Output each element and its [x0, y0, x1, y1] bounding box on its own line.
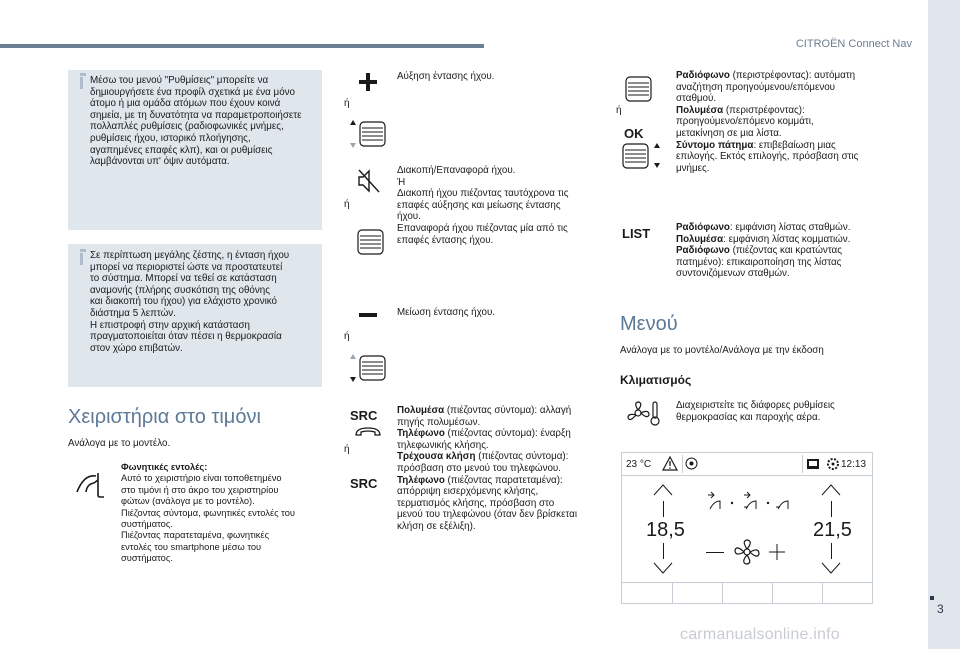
text-line: στο τιμόνι ή στο άκρο του χειριστηρίου: [121, 484, 279, 495]
src-text: [397, 405, 602, 533]
text-line: διάστημα 5 λεπτών.: [90, 307, 176, 319]
or-label: ή: [344, 331, 350, 342]
climate-screen: [621, 452, 873, 604]
text-line: Επαναφορά ήχου πιέζοντας μία από τις: [397, 222, 568, 234]
right-temperature: 21,5: [813, 519, 852, 541]
text-line: άτομο ή μια ομάδα ατόμων που έχουν κοινά: [90, 98, 281, 110]
location-icon: [685, 457, 698, 470]
text-line: επαφές έντασης ήχου.: [397, 234, 494, 246]
scroll-wheel-down-icon: [346, 353, 388, 383]
text-line: αναμονής (πλήρης συσκότιση της οθόνης: [90, 284, 270, 296]
clock: 12:13: [841, 459, 867, 470]
fan-increase-button[interactable]: [768, 543, 786, 561]
outside-temperature: 23 °C: [626, 459, 652, 470]
text-line: Διακοπή ήχου πιέζοντας ταυτόχρονα τις: [397, 188, 569, 200]
text-line: και διακοπή του ήχου) για ελάχιστο χρονικό: [90, 296, 278, 308]
text-line: πατημένο): επικαιροποίηση της λίστας: [676, 256, 842, 268]
text-line: Διαχειριστείτε τις διάφορες ρυθμίσεις: [676, 400, 835, 411]
climate-heading: Κλιματισμός: [620, 373, 692, 387]
text-line: Ραδιόφωνο: εμφάνιση λίστας σταθμών.: [676, 222, 851, 233]
scroll-wheel-press-icon: [354, 227, 386, 257]
text-line: ρυθμίσεις ήχου, ιστορικό πλοήγησης,: [90, 132, 251, 144]
list-text: [676, 222, 881, 280]
left-temperature: 18,5: [646, 519, 685, 541]
text-line: στον χώρο επιβατών.: [90, 342, 183, 354]
text-line: αγαπημένες επαφές κλπ), και οι ρυθμίσεις: [90, 144, 273, 156]
text-line: αναζήτηση προηγούμενου/επόμενου: [676, 81, 836, 93]
text-line: πηγής πολυμέσων.: [397, 416, 481, 428]
text-line: επαφές αύξησης και μείωσης έντασης: [397, 199, 561, 211]
text-line: πρόσβαση στο μενού του τηλεφώνου.: [397, 462, 562, 474]
media-icon: [806, 458, 820, 470]
text-line: εντολές του smartphone μέσω του: [121, 541, 262, 552]
text-line: μετακίνηση σε μια λίστα.: [676, 127, 782, 139]
left-temp-down-button[interactable]: [652, 561, 674, 575]
ok-text: [676, 70, 881, 174]
text-line: δημιουργήσετε ένα προφίλ σχετικά με ένα μόνο: [90, 86, 295, 98]
text-line: σημεία, με τη δυνατότητα να παραμετροποιήσετε: [90, 109, 302, 121]
text-line: σταθμού.: [676, 93, 717, 105]
or-label: ή: [344, 199, 350, 210]
text-line: Πιέζοντας παρατεταμένα, φωνητικές: [121, 530, 270, 541]
page-sidebar: [928, 0, 960, 649]
text-line: Η επιστροφή στην αρχική κατάσταση: [90, 319, 250, 331]
text-line: λαμβάνονται υπ' όψιν αυτόματα.: [90, 156, 230, 168]
climate-text: [676, 400, 876, 423]
text-line: Πολυμέσα: εμφάνιση λίστας κομματιών.: [676, 233, 851, 245]
text-line: μνήμες.: [676, 162, 710, 174]
menu-heading: Μενού: [620, 313, 678, 335]
text-line: Σύντομο πάτημα: επιβεβαίωση μιας: [676, 139, 836, 151]
phone-icon: [354, 426, 382, 438]
scroll-wheel-updown-icon: [620, 142, 664, 170]
text-line: συντονιζόμενων σταθμών.: [676, 268, 790, 280]
volume-up-text: Αύξηση έντασης ήχου.: [397, 71, 495, 82]
text-line: Πιέζοντας σύντομα, φωνητικές εντολές του: [121, 507, 295, 518]
note-heat-text: [90, 250, 318, 354]
voice-commands-title: Φωνητικές εντολές: [121, 462, 205, 472]
text-line: τερματισμός κλήσης, πρόσβαση στο: [397, 497, 555, 509]
text-line: Τηλέφωνο (πιέζοντας σύντομα): έναρξη: [397, 428, 571, 440]
watermark: carmanualsonline.info: [680, 626, 840, 643]
status-bar: [622, 453, 872, 476]
right-temp-down-button[interactable]: [820, 561, 842, 575]
climate-icon: [625, 399, 661, 427]
text-line: Τηλέφωνο (πιέζοντας παρατεταμένα):: [397, 474, 563, 486]
steering-intro: Ανάλογα με το μοντέλο.: [68, 438, 171, 449]
text-line: πραγματοποιείται όταν πέσει η θερμοκρασία: [90, 331, 282, 343]
text-line: Πολυμέσα (περιστρέφοντας):: [676, 104, 805, 116]
text-line: Πολυμέσα (πιέζοντας σύντομα): αλλαγή: [397, 405, 572, 416]
or-label: ή: [616, 105, 622, 116]
text-line: Τρέχουσα κλήση (πιέζοντας σύντομα):: [397, 451, 569, 463]
settings-icon: [826, 457, 840, 471]
ok-key-label: OK: [624, 126, 644, 141]
text-line: Διακοπή/Επαναφορά ήχου.: [397, 165, 516, 176]
mute-text: [397, 165, 597, 246]
volume-down-text: Μείωση έντασης ήχου.: [397, 307, 496, 318]
voice-command-icon: [74, 470, 108, 498]
text-line: κλήση σε εξέλιξη).: [397, 520, 476, 532]
text-line: Μέσω του μενού "Ρυθμίσεις" μπορείτε να: [90, 75, 269, 86]
text-line: φώτων (ανάλογα με το μοντέλο).: [121, 496, 255, 507]
minus-icon: [358, 312, 378, 318]
header-title: CITROËN Connect Nav: [795, 38, 912, 50]
note-profiles-text: [90, 75, 318, 168]
text-line: Ραδιόφωνο (πιέζοντας και κρατώντας: [676, 245, 842, 257]
text-line: Αυτό το χειριστήριο είναι τοποθετημένο: [121, 473, 282, 484]
menu-intro: Ανάλογα με το μοντέλο/Ανάλογα με την έκδοση: [620, 345, 824, 356]
scroll-wheel-up-icon: [346, 119, 388, 149]
text-line: μπορεί να περιοριστεί ώστε να προστατευτεί: [90, 261, 283, 273]
text-line: ήχου.: [397, 211, 421, 223]
text-line: συστήματος.: [121, 519, 173, 530]
voice-commands-text: Φωνητικές εντολές: Αυτό το χειριστήριο είναι τοποθετημένο στο τιμόνι ή στο άκρο του χειριστηρίου φώτων (ανάλογα με το μοντέλο). Πιέζοντας σύντομα, φωνητικές εντολές του συστήματος. Πιέζοντας παρατεταμένα, φωνητικές εντολές του smartphone μέσω του συστήματος.: [121, 462, 321, 565]
text-line: απόρριψη εισερχόμενης κλήσης,: [397, 486, 539, 498]
text-line: Ραδιόφωνο (περιστρέφοντας): αυτόματη: [676, 70, 856, 81]
text-line: Ή: [397, 176, 406, 188]
left-temp-up-button[interactable]: [652, 483, 674, 497]
header-rule: [0, 44, 484, 48]
info-note-heat: [68, 244, 322, 387]
text-line: το σύστημα. Μπορεί να τεθεί σε κατάσταση: [90, 273, 277, 285]
panel-bottom-bar: [622, 582, 872, 604]
src-key-label-2: SRC: [350, 476, 378, 491]
text-line: μενού του τηλεφώνου (όταν δεν βρίσκεται: [397, 509, 578, 521]
text-line: συστήματος.: [121, 553, 173, 564]
scroll-wheel-icon: [622, 74, 654, 104]
mute-icon: [357, 168, 381, 194]
right-temp-up-button[interactable]: [820, 483, 842, 497]
or-label: ή: [344, 98, 350, 109]
page-number: 3: [937, 602, 944, 616]
text-line: προηγούμενο/επόμενο κομμάτι,: [676, 116, 814, 128]
text-line: θερμοκρασίας και παροχής αέρα.: [676, 411, 821, 423]
fan-icon: [734, 539, 760, 565]
text-line: επιλογής. Εκτός επιλογής, πρόσβαση στις: [676, 151, 859, 163]
or-label: ή: [344, 444, 350, 455]
fan-decrease-button[interactable]: [706, 552, 724, 553]
air-distribution-icons[interactable]: [704, 489, 794, 513]
steering-controls-heading: Χειριστήρια στο τιμόνι: [68, 406, 261, 428]
info-note-profiles: [68, 70, 322, 230]
list-key-label: LIST: [622, 226, 651, 241]
page-marker: [930, 596, 934, 600]
text-line: τηλεφωνικής κλήσης.: [397, 439, 489, 451]
warning-icon: [662, 456, 678, 471]
plus-icon: [358, 72, 378, 92]
text-line: Σε περίπτωση μεγάλης ζέστης, η ένταση ήχου: [90, 250, 290, 261]
src-key-label: SRC: [350, 408, 378, 423]
text-line: πολλαπλές ρυθμίσεις (ραδιοφωνικές μνήμες,: [90, 121, 284, 133]
